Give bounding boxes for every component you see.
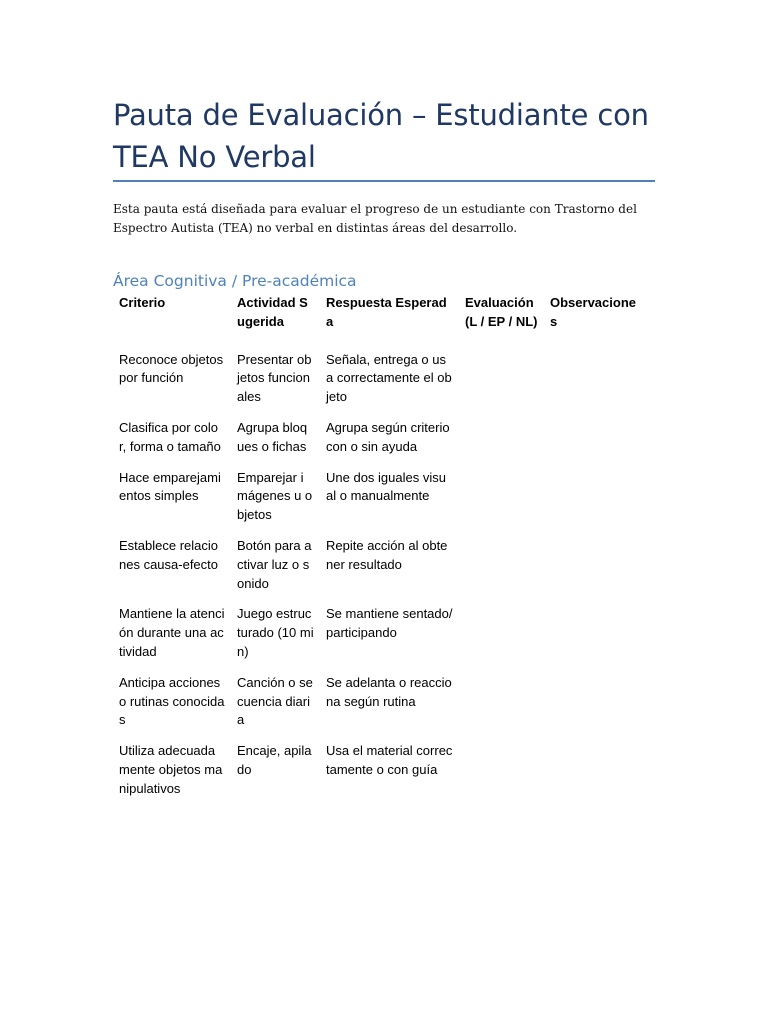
table-header-row bbox=[113, 294, 649, 351]
cell-observaciones bbox=[544, 351, 649, 419]
cell-actividad: Canción o secuencia diaria bbox=[237, 674, 313, 728]
cell-evaluacion bbox=[459, 605, 544, 673]
cell-actividad: Emparejar imágenes u objetos bbox=[237, 469, 313, 523]
cell-respuesta: Repite acción al obtener resultado bbox=[326, 537, 448, 572]
cell-evaluacion bbox=[459, 419, 544, 469]
cell-respuesta: Usa el material correctamente o con guía bbox=[326, 743, 453, 777]
cell-criterio: Reconoce objetos por función bbox=[119, 351, 224, 386]
table-row bbox=[113, 419, 649, 469]
cell-criterio: Hace emparejamientos simples bbox=[119, 469, 221, 504]
column-header-observaciones: Observaciones bbox=[550, 295, 636, 329]
column-header-evaluacion: Evaluación (L / EP / NL) bbox=[465, 295, 538, 329]
cell-respuesta: Se mantiene sentado/participando bbox=[326, 606, 453, 641]
cell-respuesta: Une dos iguales visual o manualmente bbox=[326, 469, 446, 504]
cell-respuesta: Agrupa según criterio con o sin ayuda bbox=[326, 419, 450, 454]
column-header-respuesta: Respuesta Esperada bbox=[326, 295, 447, 329]
cell-criterio: Clasifica por color, forma o tamaño bbox=[119, 419, 221, 454]
column-header-actividad: Actividad Sugerida bbox=[237, 295, 308, 329]
column-header-criterio: Criterio bbox=[119, 295, 166, 310]
evaluation-table bbox=[113, 294, 649, 811]
table-row bbox=[113, 469, 649, 537]
cell-actividad: Encaje, apilado bbox=[237, 743, 312, 777]
cell-actividad: Botón para activar luz o sonido bbox=[237, 537, 312, 591]
cell-criterio: Anticipa acciones o rutinas conocidas bbox=[119, 674, 225, 728]
table-row bbox=[113, 674, 649, 742]
cell-evaluacion bbox=[459, 742, 544, 810]
cell-observaciones bbox=[544, 674, 649, 742]
section-heading: Área Cognitiva / Pre-académica bbox=[113, 272, 357, 290]
cell-evaluacion bbox=[459, 351, 544, 419]
cell-actividad: Agrupa bloques o fichas bbox=[237, 419, 308, 454]
intro-paragraph: Esta pauta está diseñada para evaluar el progreso de un estudiante con Trastorno del Espectro Autista (TEA) no verbal en distintas áreas del desarrollo. bbox=[113, 202, 637, 235]
cell-observaciones bbox=[544, 605, 649, 673]
cell-criterio: Mantiene la atención durante una actividad bbox=[119, 606, 225, 659]
cell-actividad: Juego estructurado (10 min) bbox=[237, 606, 314, 659]
title-divider bbox=[113, 180, 655, 182]
cell-observaciones bbox=[544, 419, 649, 469]
cell-respuesta: Señala, entrega o usa correctamente el objeto bbox=[326, 351, 452, 405]
cell-respuesta: Se adelanta o reacciona según rutina bbox=[326, 674, 452, 709]
cell-evaluacion bbox=[459, 537, 544, 605]
cell-observaciones bbox=[544, 742, 649, 810]
cell-criterio: Utiliza adecuadamente objetos manipulativos bbox=[119, 743, 223, 796]
table-row bbox=[113, 537, 649, 605]
cell-actividad: Presentar objetos funcionales bbox=[237, 351, 312, 405]
cell-observaciones bbox=[544, 469, 649, 537]
table-row bbox=[113, 605, 649, 673]
document-title: Pauta de Evaluación – Estudiante con TEA No Verbal bbox=[113, 98, 649, 174]
cell-criterio: Establece relaciones causa-efecto bbox=[119, 537, 219, 572]
table-row bbox=[113, 742, 649, 810]
cell-evaluacion bbox=[459, 674, 544, 742]
cell-observaciones bbox=[544, 537, 649, 605]
cell-evaluacion bbox=[459, 469, 544, 537]
table-row bbox=[113, 351, 649, 419]
